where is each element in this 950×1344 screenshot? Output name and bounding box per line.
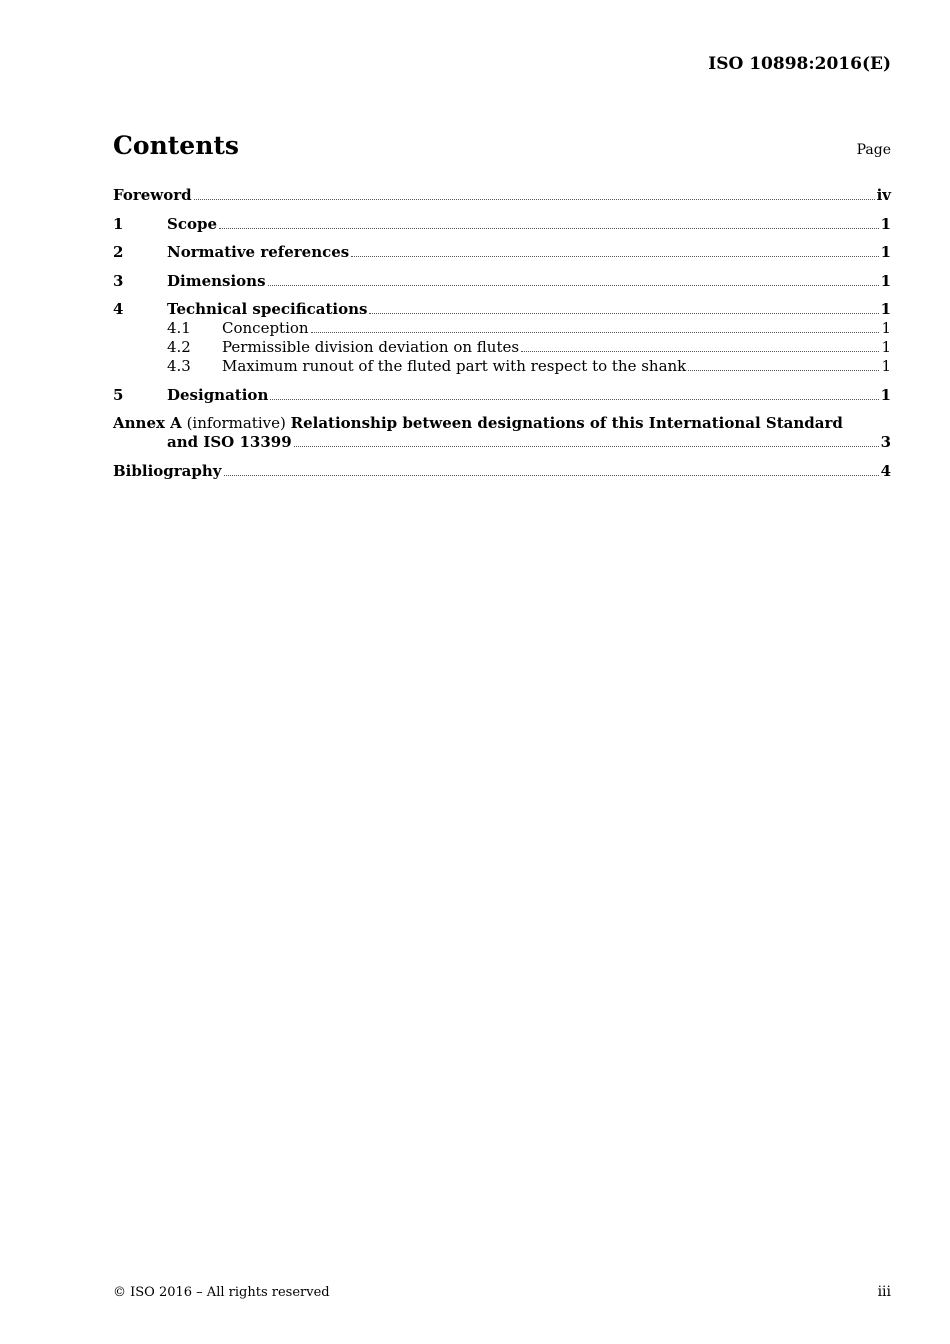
document-id: ISO 10898:2016(E)	[708, 54, 891, 74]
footer-page-number: iii	[877, 1284, 891, 1300]
dot-leader	[219, 228, 879, 229]
toc-entry-label: Technical specifications	[167, 300, 368, 318]
toc-subentry-division-deviation[interactable]	[113, 338, 891, 357]
toc-subentry-conception[interactable]	[113, 319, 891, 338]
dot-leader	[369, 313, 878, 314]
toc-entry-scope[interactable]	[113, 215, 891, 234]
toc-entry-designation[interactable]	[113, 386, 891, 405]
toc-entry-page: 1	[880, 243, 891, 261]
toc-entry-label: Dimensions	[167, 271, 266, 290]
toc-entry-label: Designation	[167, 385, 269, 404]
dot-leader	[294, 446, 879, 447]
dot-leader	[688, 370, 879, 371]
toc-entry-dimensions[interactable]	[113, 272, 891, 291]
toc-entry-annex-a[interactable]	[113, 414, 891, 452]
toc-entry-label: Scope	[167, 214, 218, 233]
toc-entry-page: iv	[876, 186, 891, 204]
dot-leader	[268, 285, 879, 286]
toc-entry-number: 2	[113, 243, 124, 261]
toc-entry-page: 4	[880, 461, 891, 480]
toc-entry-number: 4.3	[167, 357, 191, 375]
toc-entry-page: 1	[880, 214, 891, 233]
dot-leader	[521, 351, 879, 352]
annex-note: (informative)	[186, 414, 286, 432]
dot-leader	[224, 475, 879, 476]
page-column-label: Page	[856, 142, 891, 158]
annex-title-line1: Relationship between designations of this International Standard	[290, 414, 843, 432]
toc-entry-number: 3	[113, 271, 124, 290]
toc-entry-number: 5	[113, 385, 124, 404]
toc-entry-normative-references[interactable]	[113, 243, 891, 262]
toc-entry-number: 4	[113, 300, 124, 318]
table-of-contents	[113, 186, 891, 481]
contents-title: Contents	[113, 131, 240, 160]
toc-entry-page: 1	[880, 385, 891, 404]
toc-entry-label: Permissible division deviation on flutes	[222, 338, 520, 356]
toc-entry-label: Foreword	[113, 186, 192, 204]
annex-title-line2: and ISO 13399	[167, 433, 292, 451]
toc-entry-number: 4.1	[167, 319, 191, 337]
dot-leader	[351, 256, 878, 257]
toc-subentry-maximum-runout[interactable]	[113, 357, 891, 376]
toc-entry-label: Maximum runout of the fluted part with respect to the shank	[222, 357, 687, 375]
annex-prefix: Annex A	[113, 414, 182, 432]
toc-entry-bibliography[interactable]	[113, 462, 891, 481]
dot-leader	[270, 399, 878, 400]
toc-entry-page: 1	[881, 357, 891, 375]
toc-entry-page: 1	[881, 319, 891, 337]
toc-entry-page: 3	[880, 433, 891, 451]
footer-copyright: © ISO 2016 – All rights reserved	[113, 1285, 330, 1300]
dot-leader	[311, 332, 880, 333]
toc-entry-number: 1	[113, 214, 124, 233]
dot-leader	[194, 199, 875, 200]
toc-entry-page: 1	[880, 300, 891, 318]
toc-entry-label: Bibliography	[113, 461, 222, 480]
toc-entry-technical-specifications[interactable]	[113, 300, 891, 319]
toc-entry-number: 4.2	[167, 338, 191, 356]
toc-entry-label: Conception	[222, 319, 309, 337]
toc-entry-foreword[interactable]	[113, 186, 891, 205]
toc-entry-page: 1	[881, 338, 891, 356]
toc-entry-label: Normative references	[167, 243, 350, 261]
toc-entry-page: 1	[880, 271, 891, 290]
